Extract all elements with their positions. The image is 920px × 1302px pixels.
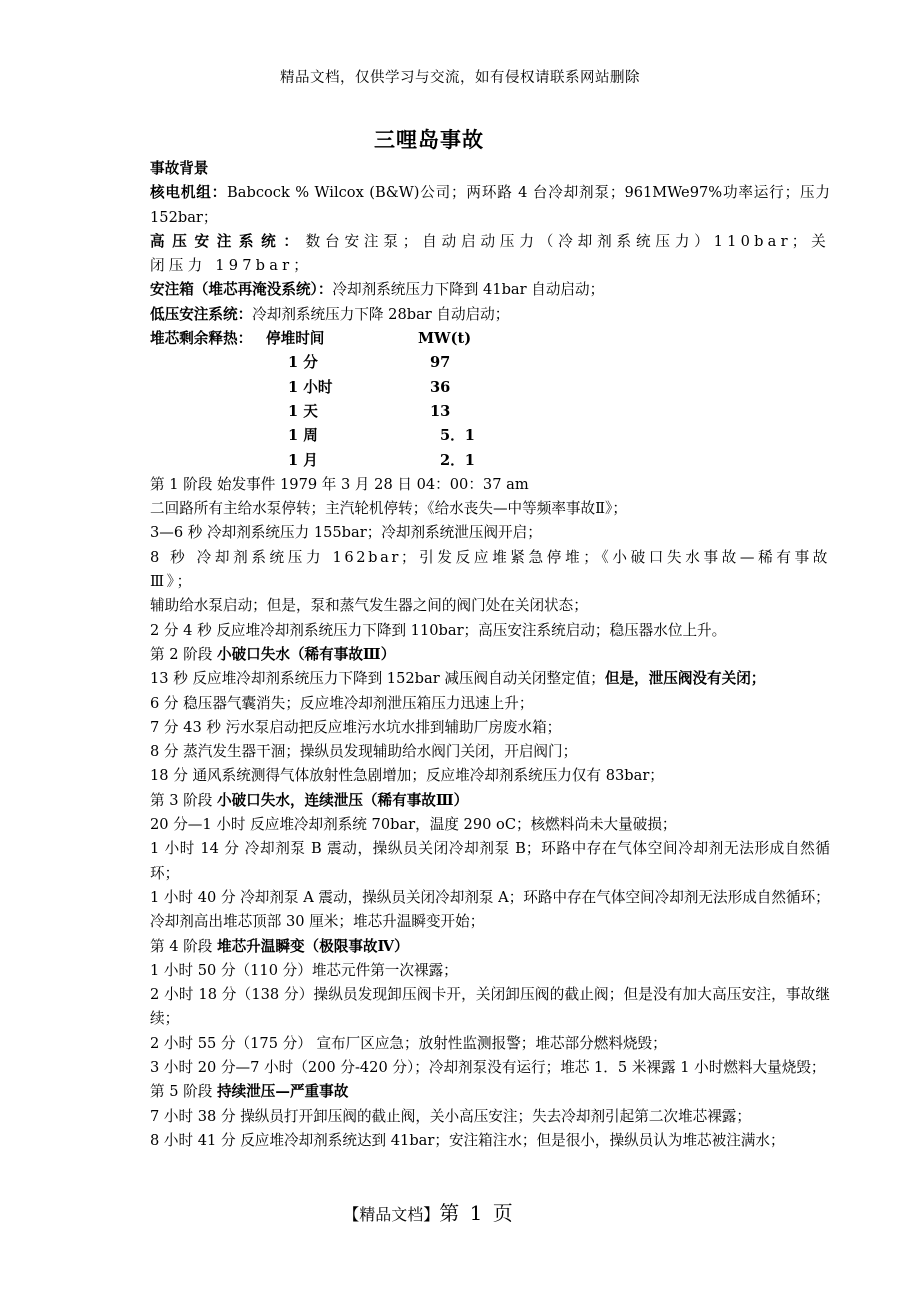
decay-heat-time-header: 停堆时间 (266, 330, 325, 348)
page-title: 三哩岛事故 (374, 127, 484, 152)
accumulator-text: 冷却剂系统压力下降到 41bar 自动启动； (332, 281, 605, 299)
phase5-line: 7 小时 38 分 操纵员打开卸压阀的截止阀，关小高压安注；失去冷却剂引起第二次堆芯裸露； (150, 1107, 751, 1125)
phase3-heading-title: 小破口失水，连续泄压（稀有事故Ⅲ） (216, 791, 469, 809)
decay-heat-mw: 2．1 (440, 451, 475, 469)
decay-heat-row (150, 400, 830, 424)
unit-paragraph (150, 181, 830, 230)
background-heading: 事故背景 (150, 160, 209, 177)
phase2-line: 6 分 稳压器气囊消失；反应堆冷却剂泄压箱压力迅速上升； (150, 694, 534, 712)
phase2-line1-text: 13 秒 反应堆冷却剂系统压力下降到 152bar 减压阀自动关闭整定值； (150, 670, 605, 688)
decay-heat-label: 堆芯剩余释热： (150, 330, 253, 348)
hpsi-label: 高压安注系统： (150, 232, 306, 250)
decay-heat-mw: 5．1 (440, 427, 475, 445)
phase4-line: 3 小时 20 分—7 小时（200 分-420 分）；冷却剂泵没有运行；堆芯 1．5 米裸露 1 小时燃料大量烧毁； (150, 1058, 826, 1076)
decay-heat-row (150, 376, 830, 400)
phase2-heading-title: 小破口失水（稀有事故Ⅲ） (216, 645, 396, 663)
phase3-line: 冷却剂高出堆芯顶部 30 厘米；堆芯升温瞬变开始； (150, 913, 485, 931)
decay-heat-mw-header: MW(t) (418, 330, 472, 348)
decay-heat-row (150, 449, 830, 473)
decay-heat-time: 1 天 (288, 402, 318, 420)
phase2-line: 8 分 蒸汽发生器干涸；操纵员发现辅助给水阀门关闭，开启阀门； (150, 743, 578, 761)
decay-heat-row (150, 424, 830, 448)
phase5-heading (150, 1080, 830, 1104)
lpsi-paragraph (150, 303, 830, 327)
decay-heat-time: 1 小时 (288, 378, 333, 396)
phase5-line: 8 小时 41 分 反应堆冷却剂系统达到 41bar；安注箱注水；但是很小，操纵员认为堆芯被注满水； (150, 1131, 785, 1149)
unit-text: Babcock % Wilcox (B&W)公司；两环路 4 台冷却剂泵；961MWe97%功率运行；压力 152bar； (150, 184, 830, 226)
unit-label: 核电机组： (150, 184, 228, 202)
phase2-heading-prefix: 第 2 阶段 (150, 645, 217, 663)
phase4-line: 2 小时 18 分（138 分）操纵员发现卸压阀卡开，关闭卸压阀的截止阀；但是没有加大高压安注，事故继续； (150, 986, 830, 1028)
phase5-heading-prefix: 第 5 阶段 (150, 1083, 217, 1101)
phase3-heading-prefix: 第 3 阶段 (150, 791, 217, 809)
phase2-line1-emphasis: 但是，泄压阀没有关闭； (604, 670, 766, 688)
phase1-line: 二回路所有主给水泵停转；主汽轮机停转；《给水丧失—中等频率事故Ⅱ》； (150, 500, 627, 518)
phase2-heading (150, 643, 830, 667)
decay-heat-mw: 13 (430, 402, 451, 420)
document-body (150, 157, 830, 1153)
decay-heat-time: 1 分 (288, 354, 318, 372)
phase4-heading-title: 堆芯升温瞬变（极限事故Ⅳ） (216, 937, 409, 955)
decay-heat-time: 1 月 (288, 451, 318, 469)
phase3-line: 20 分—1 小时 反应堆冷却剂系统 70bar，温度 290 oC；核燃料尚未大量破损； (150, 816, 677, 834)
footer-prefix: 【精品文档】 (343, 1205, 440, 1224)
lpsi-text: 冷却剂系统压力下降 28bar 自动启动； (252, 305, 510, 323)
lpsi-label: 低压安注系统： (150, 305, 253, 323)
phase1-heading: 第 1 阶段 始发事件 1979 年 3 月 28 日 04：00：37 am (150, 475, 529, 493)
phase3-line: 1 小时 14 分 冷却剂泵 B 震动，操纵员关闭冷却剂泵 B；环路中存在气体空间冷却剂无法形成自然循环； (150, 840, 830, 882)
phase4-line: 1 小时 50 分（110 分）堆芯元件第一次裸露； (150, 961, 458, 979)
phase4-line: 2 小时 55 分（175 分） 宣布厂区应急；放射性监测报警；堆芯部分燃料烧毁； (150, 1034, 667, 1052)
hpsi-paragraph (150, 230, 830, 279)
decay-heat-mw: 36 (430, 378, 451, 396)
hpsi-text: 数台安注泵；自动启动压力（冷却剂系统压力）110bar；关闭压力 197bar； (150, 232, 830, 275)
decay-heat-row (150, 351, 830, 375)
phase4-heading (150, 935, 830, 959)
decay-heat-mw: 97 (430, 354, 451, 372)
page-number: 第 1 页 (439, 1201, 515, 1225)
page-footer (0, 1197, 858, 1226)
decay-heat-header (150, 327, 830, 351)
phase3-line: 1 小时 40 分 冷却剂泵 A 震动，操纵员关闭冷却剂泵 A；环路中存在气体空间冷却剂无法形成自然循环； (150, 888, 830, 906)
phase1-line: 辅助给水泵启动；但是，泵和蒸气发生器之间的阀门处在关闭状态； (150, 597, 588, 615)
accumulator-paragraph (150, 278, 830, 302)
decay-heat-time: 1 周 (288, 427, 318, 445)
watermark-header: 精品文档，仅供学习与交流，如有侵权请联系网站删除 (280, 70, 640, 86)
phase2-line: 7 分 43 秒 污水泵启动把反应堆污水坑水排到辅助厂房废水箱； (150, 718, 562, 736)
phase1-line: 8 秒 冷却剂系统压力 162bar；引发反应堆紧急停堆；《小破口失水事故—稀有事故Ⅲ》； (150, 548, 830, 591)
phase2-line (150, 667, 830, 691)
phase5-heading-title: 持续泄压—严重事故 (216, 1083, 349, 1101)
phase4-heading-prefix: 第 4 阶段 (150, 937, 217, 955)
phase1-line: 2 分 4 秒 反应堆冷却剂系统压力下降到 110bar；高压安注系统启动；稳压器水位上升。 (150, 621, 727, 639)
accumulator-label: 安注箱（堆芯再淹没系统）： (150, 281, 333, 299)
phase3-heading (150, 789, 830, 813)
phase1-line: 3—6 秒 冷却剂系统压力 155bar；冷却剂系统泄压阀开启； (150, 524, 542, 542)
phase2-line: 18 分 通风系统测得气体放射性急剧增加；反应堆冷却剂系统压力仅有 83bar； (150, 767, 664, 785)
